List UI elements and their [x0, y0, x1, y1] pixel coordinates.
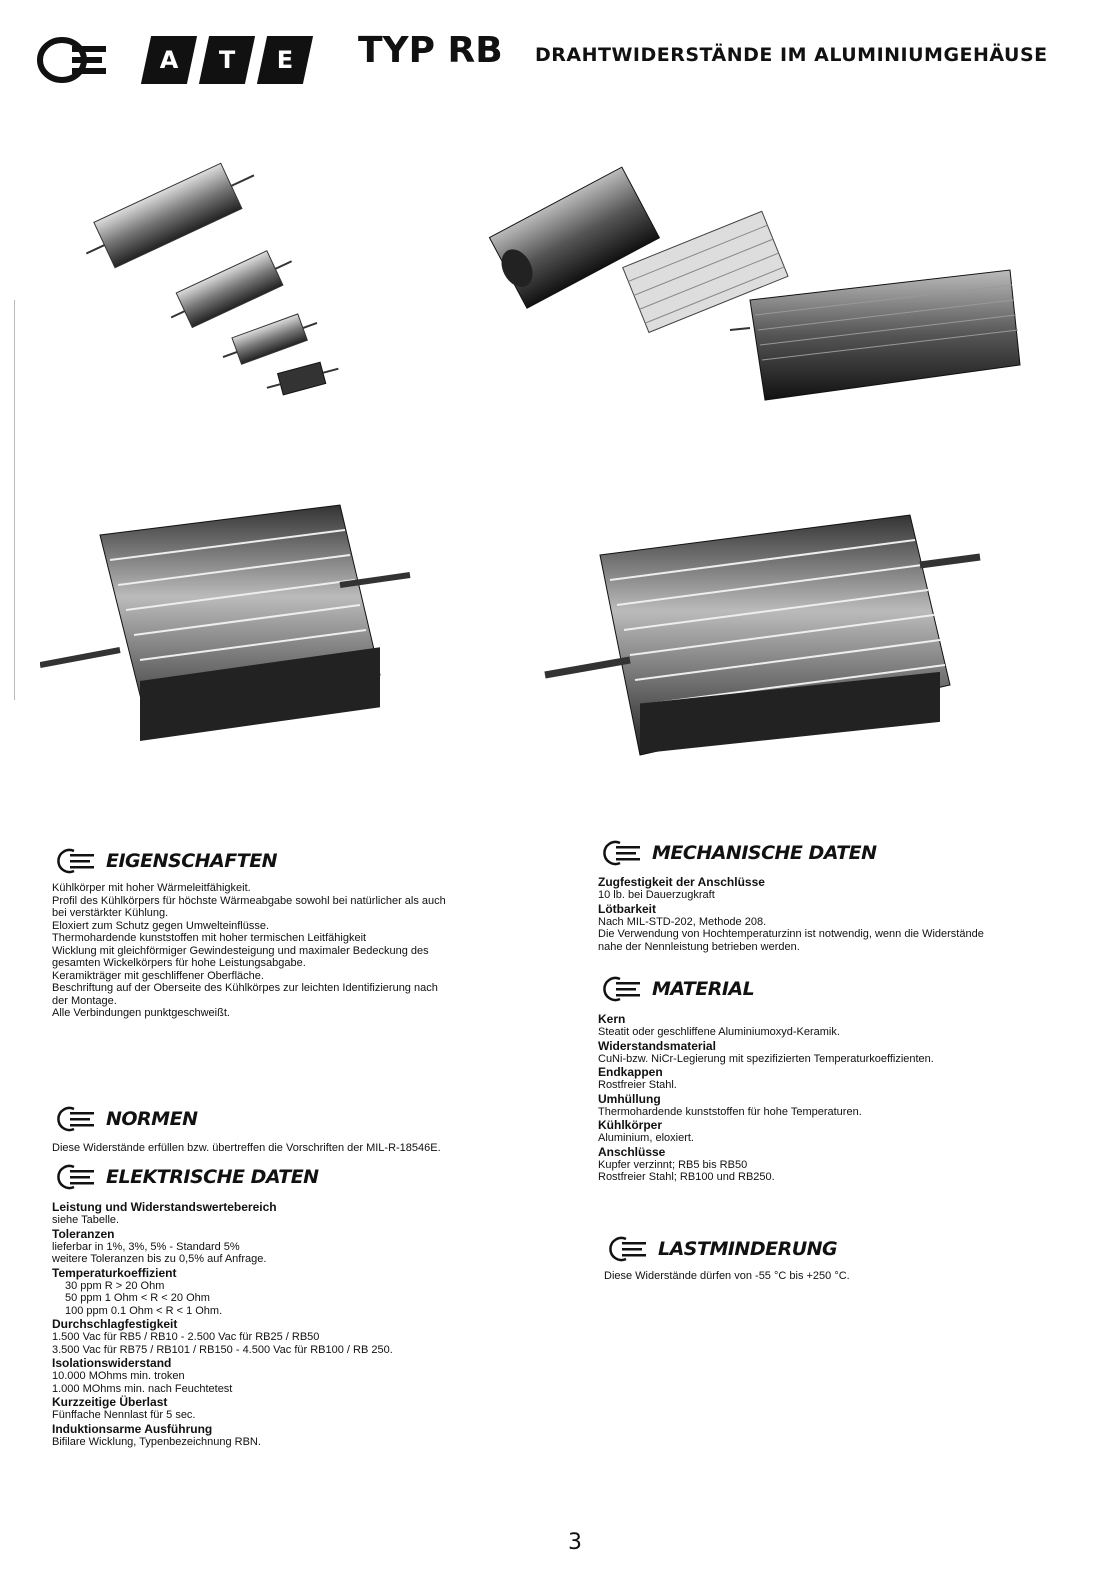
scan-margin-line — [14, 300, 15, 700]
logo-letter-t: T — [199, 36, 255, 84]
logo-letter-e: E — [257, 36, 313, 84]
section-lastminderung-text: Diese Widerstände dürfen von -55 °C bis +250 °C. — [604, 1270, 850, 1282]
photo-small-resistors — [70, 130, 370, 410]
ate-emblem-icon — [598, 840, 644, 866]
photo-large-resistor-left — [40, 475, 420, 775]
section-eigenschaften-heading: EIGENSCHAFTEN — [52, 848, 277, 874]
photo-medium-resistors — [480, 150, 1040, 410]
section-elektrische-heading: ELEKTRISCHE DATEN — [52, 1164, 319, 1190]
section-normen-heading: NORMEN — [52, 1106, 197, 1132]
logo-letter-a: A — [141, 36, 197, 84]
page-number: 3 — [568, 1530, 582, 1555]
section-mechanische-text: Zugfestigkeit der Anschlüsse 10 lb. bei Dauerzugkraft Lötbarkeit Nach MIL-STD-202, Methode 208. Die Verwendung von Hochtemperaturzinn ist notwendig, wenn die Widerstände nahe der Nennleistung betrieben werden. — [598, 875, 984, 953]
ate-emblem-icon — [52, 848, 98, 874]
section-material-text: Kern Steatit oder geschliffene Aluminiumoxyd-Keramik. Widerstandsmaterial CuNi-bzw. NiCr-Legierung mit spezifizierten Temperaturkoeffizienten. Endkappen Rostfreier Stahl. Umhüllung Thermohardende kunststoffen für hohe Temperaturen. Kühlkörper Aluminium, eloxiert. Anschlüsse Kupfer verzinnt; RB5 bis RB50 Rostfreier Stahl; RB100 und RB250. — [598, 1012, 934, 1183]
section-mechanische-heading: MECHANISCHE DATEN — [598, 840, 877, 866]
ate-logo — [36, 28, 336, 86]
product-subtitle: DRAHTWIDERSTÄNDE IM ALUMINIUMGEHÄUSE — [535, 44, 1048, 66]
ate-emblem-icon — [52, 1106, 98, 1132]
product-type-title: TYP RB — [358, 30, 503, 71]
section-normen-text: Diese Widerstände erfüllen bzw. übertreffen die Vorschriften der MIL-R-18546E. — [52, 1142, 441, 1154]
section-lastminderung-heading: LASTMINDERUNG — [604, 1236, 837, 1262]
section-eigenschaften-text: Kühlkörper mit hoher Wärmeleitfähigkeit. Profil des Kühlkörpers für höchste Wärmeabgabe sowohl bei natürlicher als auch bei verstärkter Kühlung. Eloxiert zum Schutz gegen Umwelteinflüsse. Thermohardende kunststoffen mit hoher termischen Leitfähigkeit Wicklung mit gleichförmiger Gewindesteigung und maximaler Bedeckung des gesamten Wickelkörpers für hohe Leistungsabgabe. Keramikträger mit geschliffener Oberfläche. Beschriftung auf der Oberseite des Kühlkörpes zur leichten Identifizierung nach der Montage. Alle Verbindungen punktgeschweißt. — [52, 882, 446, 1019]
section-elektrische-text: Leistung und Widerstandswertebereich siehe Tabelle. Toleranzen lieferbar in 1%, 3%, 5% - Standard 5% weitere Toleranzen bis zu 0,5% auf Anfrage. Temperaturkoeffizient 30 ppm R > 20 Ohm 50 ppm 1 Ohm < R < 20 Ohm 100 ppm 0.1 Ohm < R < 1 Ohm. Durchschlagfestigkeit 1.500 Vac für RB5 / RB10 - 2.500 Vac für RB25 / RB50 3.500 Vac für RB75 / RB101 / RB150 - 4.500 Vac für RB100 / RB 250. Isolationswiderstand 10.000 MOhms min. troken 1.000 MOhms min. nach Feuchtetest Kurzzeitige Überlast Fünffache Nennlast für 5 sec. Induktionsarme Ausführung Bifilare Wicklung, Typenbezeichnung RBN. — [52, 1200, 393, 1448]
photo-large-resistor-right — [530, 485, 1000, 785]
ate-emblem-icon — [52, 1164, 98, 1190]
ate-emblem-icon — [604, 1236, 650, 1262]
logo-emblem-icon — [36, 34, 116, 86]
ate-emblem-icon — [598, 976, 644, 1002]
section-material-heading: MATERIAL — [598, 976, 754, 1002]
